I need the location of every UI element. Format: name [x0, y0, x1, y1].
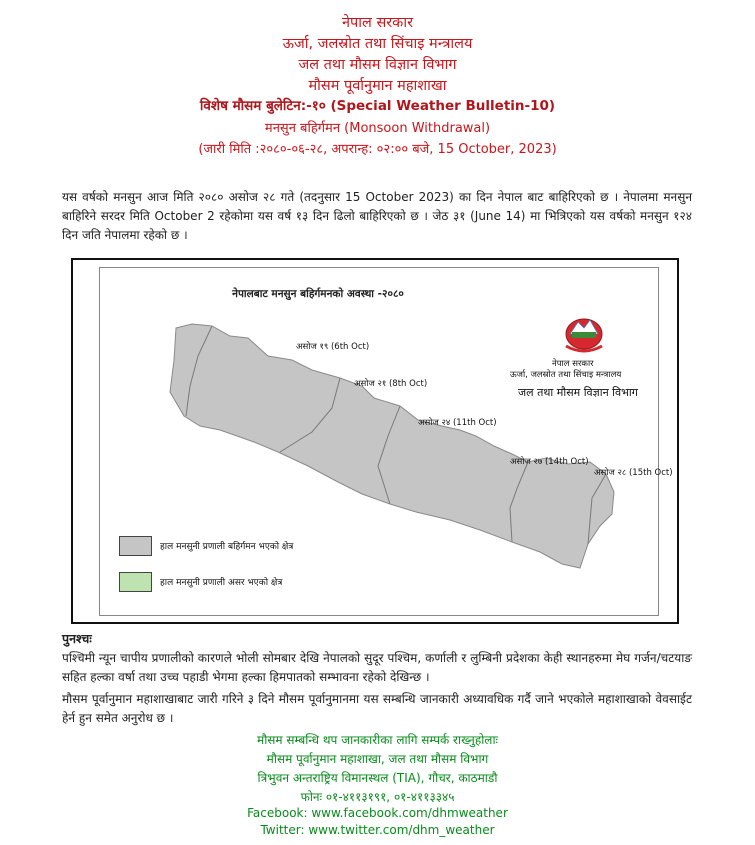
ministry-name: ऊर्जा, जलस्रोत तथा सिंचाइ मन्त्रालय [282, 36, 473, 52]
bulletin-subject: मनसुन बहिर्गमन (Monsoon Withdrawal) [264, 121, 491, 136]
legend-affected-swatch [119, 572, 152, 592]
legend-withdrawn-swatch [119, 536, 152, 556]
legend-affected-label: हाल मनसुनी प्रणाली असर भएको क्षेत्र [160, 578, 283, 588]
division-name: मौसम पूर्वानुमान महाशाखा [308, 78, 447, 94]
department-name: जल तथा मौसम विज्ञान विभाग [298, 57, 457, 73]
notes-paragraph-1: पश्चिमी न्यून चापीय प्रणालीको कारणले भोली सोमबार देखि नेपालको सुदूर पश्चिम, कर्णाली र लुम्बिनी प्रदेशका केही स्थानहरुमा मेघ गर्जन/चटयाङ सहित हल्का वर्षा तथा उच्च पहाडी भेगमा हल्का हिमपातको सम्भावना रहेको देखिन्छ । [62, 651, 692, 684]
twitter-link[interactable]: Twitter: www.twitter.com/dhm_weather [260, 823, 495, 837]
nepal-emblem-icon [566, 319, 602, 351]
legend-withdrawn-label: हाल मनसुनी प्रणाली बहिर्गमन भएको क्षेत्र [160, 542, 294, 552]
label-asoj21: असोज २१ (8th Oct) [354, 379, 428, 389]
monsoon-withdrawal-map [71, 258, 679, 624]
contact-address: त्रिभुवन अन्तराष्ट्रिय विमानस्थल (TIA), गौचर, काठमाडौ [257, 771, 498, 785]
contact-heading: मौसम सम्बन्धि थप जानकारीका लागि सम्पर्क राख्नुहोलाः [257, 733, 498, 747]
contact-office: मौसम पूर्वानुमान महाशाखा, जल तथा मौसम विभाग [266, 752, 489, 766]
intro-paragraph: यस वर्षको मनसुन आज मिति २०८० असोज २८ गते (तदनुसार 15 October 2023) का दिन नेपाल बाट बाहिरिएको छ । नेपालमा मनसुन बाहिरिने सरदर मिति October 2 रहेकोमा यस वर्ष १३ दिन ढिलो बाहिरिएको छ । जेठ ३१ (June 14) मा भित्रिएको यस वर्षको मनसुन १२४ दिन जति नेपालमा रहेको छ । [62, 190, 692, 242]
label-asoj24: असोज २४ (11th Oct) [418, 418, 497, 428]
notes-heading: पुनश्चः [62, 631, 92, 646]
gov-name: नेपाल सरकार [341, 15, 414, 31]
issue-date: (जारी मिति :२०८०-०६-२८, अपरान्ह: ०२:०० बजे, 15 October, 2023) [198, 142, 557, 157]
contact-phone: फोनः ०१-४११३१९१, ०१-४११३३४५ [300, 790, 455, 804]
label-asoj27: असोज २७ (14th Oct) [510, 457, 589, 467]
map-panel [99, 267, 673, 616]
map-title: नेपालबाट मनसुन बहिर्गमनको अवस्था -२०८० [232, 288, 404, 300]
notes-paragraph-2: मौसम पूर्वानुमान महाशाखाबाट जारी गरिने ३ दिने मौसम पूर्वानुमानमा यस सम्बन्धि जानकारी अध्यावधिक गर्दै जाने भएकोले महाशाखाको वेवसाईट हेर्न हुन समेत अनुरोध छ । [62, 692, 692, 725]
label-asoj28: असोज २८ (15th Oct) [594, 468, 673, 478]
nepal-map-svg [100, 268, 660, 617]
nepal-withdrawn-region [170, 324, 614, 568]
label-asoj19: असोज १९ (6th Oct) [296, 342, 370, 352]
map-gov-name: नेपाल सरकार [552, 359, 594, 369]
map-department-name: जल तथा मौसम विज्ञान विभाग [518, 386, 638, 399]
bulletin-title: विशेष मौसम बुलेटिन:-१० (Special Weather Bulletin-10) [199, 98, 556, 114]
facebook-link[interactable]: Facebook: www.facebook.com/dhmweather [247, 806, 508, 820]
map-ministry-name: ऊर्जा, जलस्रोत तथा सिंचाइ मन्त्रालय [510, 370, 622, 380]
